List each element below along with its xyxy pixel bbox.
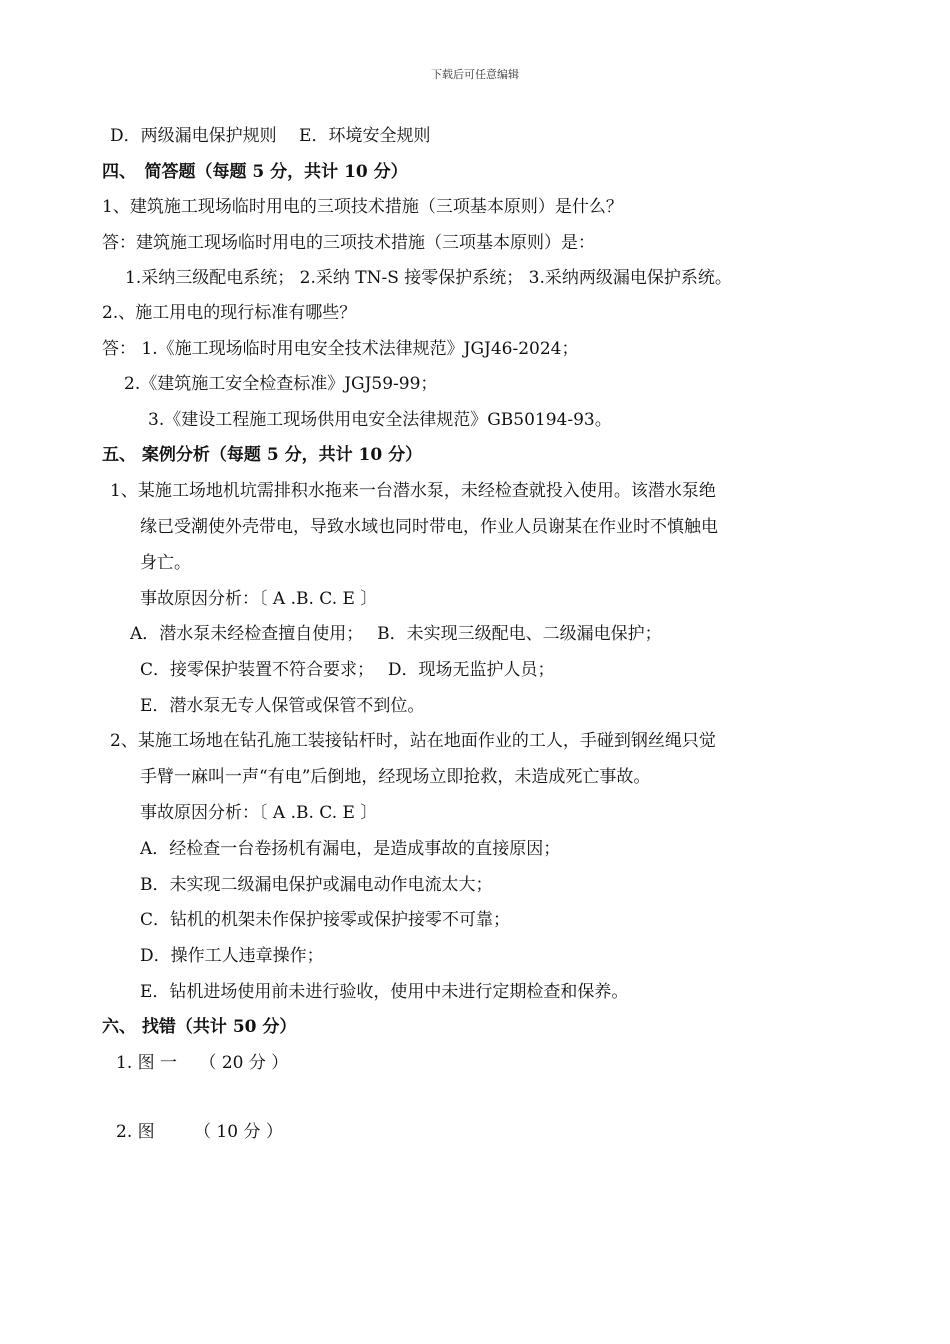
text-line: 事故原因分析：〔 A .B. C. E 〕 xyxy=(140,803,378,823)
text-line: 手臂一麻叫一声“有电”后倒地，经现场立即抢救，未造成死亡事故。 xyxy=(140,767,651,787)
text-line: B．未实现二级漏电保护或漏电动作电流太大； xyxy=(140,875,493,895)
text-line: 答： 1.《施工现场临时用电安全技术法律规范》JGJ46-2024； xyxy=(102,339,579,359)
text-line: D．操作工人违章操作； xyxy=(140,946,324,966)
text-line: 四、 简答题（每题 5 分，共计 10 分） xyxy=(102,162,408,182)
text-line: 2.、施工用电的现行标准有哪些？ xyxy=(102,303,357,323)
text-line: C．接零保护装置不符合要求； D．现场无监护人员； xyxy=(140,660,555,680)
text-line: D．两级漏电保护规则 E．环境安全规则 xyxy=(110,126,431,146)
text-line: E．潜水泵无专人保管或保管不到位。 xyxy=(140,696,425,716)
text-line: 答：建筑施工现场临时用电的三项技术措施（三项基本原则）是： xyxy=(102,233,595,253)
text-line: 1. 图 一 （ 20 分 ） xyxy=(116,1053,289,1073)
text-line: 2. 图 （ 10 分 ） xyxy=(116,1122,283,1142)
text-line: 六、 找错（共计 50 分） xyxy=(102,1017,297,1037)
text-line: 2.《建筑施工安全检查标准》JGJ59-99； xyxy=(124,374,438,394)
text-line: 2、某施工场地在钻孔施工装接钻杆时，站在地面作业的工人，手碰到钢丝绳只觉 xyxy=(110,731,716,751)
text-line: C．钻机的机架未作保护接零或保护接零不可靠； xyxy=(140,910,511,930)
text-line: E．钻机进场使用前未进行验收，使用中未进行定期检查和保养。 xyxy=(140,982,629,1002)
text-line: 五、 案例分析（每题 5 分，共计 10 分） xyxy=(102,445,423,465)
text-line: 1.采纳三级配电系统； 2.采纳 TN-S 接零保护系统； 3.采纳两级漏电保护系统。 xyxy=(125,268,732,288)
text-line: 缘已受潮使外壳带电，导致水域也同时带电，作业人员谢某在作业时不慎触电 xyxy=(140,517,718,537)
text-line: 3.《建设工程施工现场供用电安全法律规范》GB50194-93。 xyxy=(148,410,612,430)
text-line: 事故原因分析：〔 A .B. C. E 〕 xyxy=(140,589,378,609)
text-line: A．潜水泵未经检查擅自使用； B．未实现三级配电、二级漏电保护； xyxy=(130,624,662,644)
text-line: 身亡。 xyxy=(140,553,191,573)
text-line: 1、建筑施工现场临时用电的三项技术措施（三项基本原则）是什么？ xyxy=(102,197,623,217)
text-line: 1、某施工场地机坑需排积水拖来一台潜水泵，未经检查就投入使用。该潜水泵绝 xyxy=(110,481,716,501)
page-header: 下载后可任意编辑 xyxy=(431,68,519,81)
text-line: A．经检查一台卷扬机有漏电，是造成事故的直接原因； xyxy=(140,839,561,859)
